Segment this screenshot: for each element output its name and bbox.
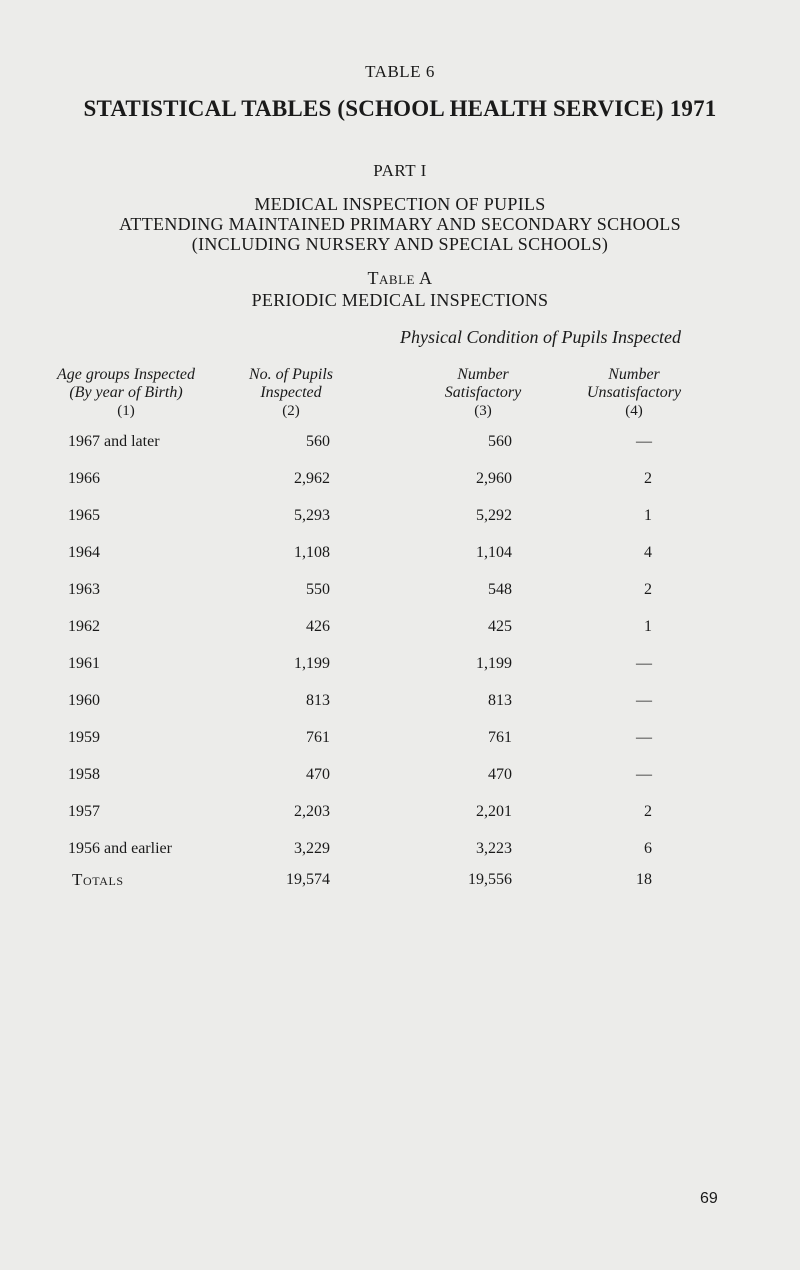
cell-satisfactory: 425 (488, 618, 512, 635)
cell-age-group: 1964 (68, 544, 100, 561)
cell-unsatisfactory: 2 (644, 803, 652, 820)
column-header-line2: Unsatisfactory (586, 384, 682, 401)
cell-inspected: 1,108 (294, 544, 330, 561)
cell-satisfactory: 548 (488, 581, 512, 598)
table-row (0, 726, 800, 750)
column-header-number: (1) (117, 403, 135, 419)
table-row (0, 578, 800, 602)
cell-inspected: 426 (306, 618, 330, 635)
cell-satisfactory: 3,223 (476, 840, 512, 857)
table-row (0, 763, 800, 787)
cell-inspected: 560 (306, 433, 330, 450)
cell-age-group: 1959 (68, 729, 100, 746)
cell-satisfactory: 813 (488, 692, 512, 709)
column-header-number: (3) (474, 403, 492, 419)
subtitle-line-1: MEDICAL INSPECTION OF PUPILS (254, 194, 546, 214)
cell-unsatisfactory: 1 (644, 507, 652, 524)
subtitle-line-3: (INCLUDING NURSERY AND SPECIAL SCHOOLS) (191, 234, 609, 254)
column-header-line1: Age groups Inspected (56, 366, 196, 383)
cell-age-group: 1965 (68, 507, 100, 524)
table-row (0, 652, 800, 676)
column-header-number: (2) (282, 403, 300, 419)
cell-age-group: 1963 (68, 581, 100, 598)
cell-age-group: 1966 (68, 470, 100, 487)
cell-unsatisfactory: 6 (644, 840, 652, 857)
cell-unsatisfactory: — (636, 433, 652, 450)
cell-inspected: 1,199 (294, 655, 330, 672)
cell-inspected: 761 (306, 729, 330, 746)
column-header-line1: No. of Pupils (248, 366, 333, 383)
cell-age-group: 1961 (68, 655, 100, 672)
cell-unsatisfactory: 2 (644, 470, 652, 487)
cell-age-group: 1958 (68, 766, 100, 783)
page-number: 69 (700, 1190, 718, 1207)
table-row (0, 615, 800, 639)
cell-inspected: 3,229 (294, 840, 330, 857)
cell-unsatisfactory: — (636, 655, 652, 672)
total-satisfactory: 19,556 (468, 871, 512, 888)
cell-satisfactory: 1,199 (476, 655, 512, 672)
column-header-number: (4) (625, 403, 643, 419)
column-header-line2: (By year of Birth) (69, 384, 183, 401)
cell-satisfactory: 2,960 (476, 470, 512, 487)
cell-inspected: 550 (306, 581, 330, 598)
table-row (0, 467, 800, 491)
cell-unsatisfactory: — (636, 729, 652, 746)
table-row (0, 504, 800, 528)
table-row (0, 689, 800, 713)
table-row (0, 800, 800, 824)
cell-age-group: 1956 and earlier (68, 840, 172, 857)
subtitle-line-2: ATTENDING MAINTAINED PRIMARY AND SECONDARY SCHOOLS (119, 214, 681, 234)
part-label: PART I (373, 161, 427, 180)
cell-age-group: 1967 and later (68, 433, 160, 450)
totals-row (0, 868, 800, 892)
table-row (0, 430, 800, 454)
cell-inspected: 813 (306, 692, 330, 709)
cell-unsatisfactory: 4 (644, 544, 652, 561)
table-number: TABLE 6 (365, 62, 435, 81)
cell-unsatisfactory: — (636, 692, 652, 709)
page-title: STATISTICAL TABLES (SCHOOL HEALTH SERVICE) 1971 (83, 96, 717, 121)
column-header-line1: Number (457, 366, 509, 383)
cell-unsatisfactory: 1 (644, 618, 652, 635)
cell-satisfactory: 470 (488, 766, 512, 783)
cell-inspected: 2,962 (294, 470, 330, 487)
cell-satisfactory: 1,104 (476, 544, 512, 561)
cell-inspected: 2,203 (294, 803, 330, 820)
cell-satisfactory: 560 (488, 433, 512, 450)
cell-unsatisfactory: — (636, 766, 652, 783)
column-header-line1: Number (608, 366, 660, 383)
cell-inspected: 470 (306, 766, 330, 783)
totals-label: Totals (72, 870, 124, 889)
column-header-line2: Inspected (260, 384, 322, 401)
table-label: Table A (367, 268, 433, 288)
cell-satisfactory: 2,201 (476, 803, 512, 820)
cell-inspected: 5,293 (294, 507, 330, 524)
table-title: PERIODIC MEDICAL INSPECTIONS (251, 290, 549, 310)
cell-age-group: 1960 (68, 692, 100, 709)
column-header-line2: Satisfactory (444, 384, 522, 401)
table-row (0, 541, 800, 565)
cell-age-group: 1962 (68, 618, 100, 635)
cell-unsatisfactory: 2 (644, 581, 652, 598)
cell-satisfactory: 761 (488, 729, 512, 746)
total-unsatisfactory: 18 (636, 871, 652, 888)
total-inspected: 19,574 (286, 871, 330, 888)
cell-satisfactory: 5,292 (476, 507, 512, 524)
group-heading: Physical Condition of Pupils Inspected (400, 327, 681, 347)
cell-age-group: 1957 (68, 803, 100, 820)
table-row (0, 837, 800, 861)
